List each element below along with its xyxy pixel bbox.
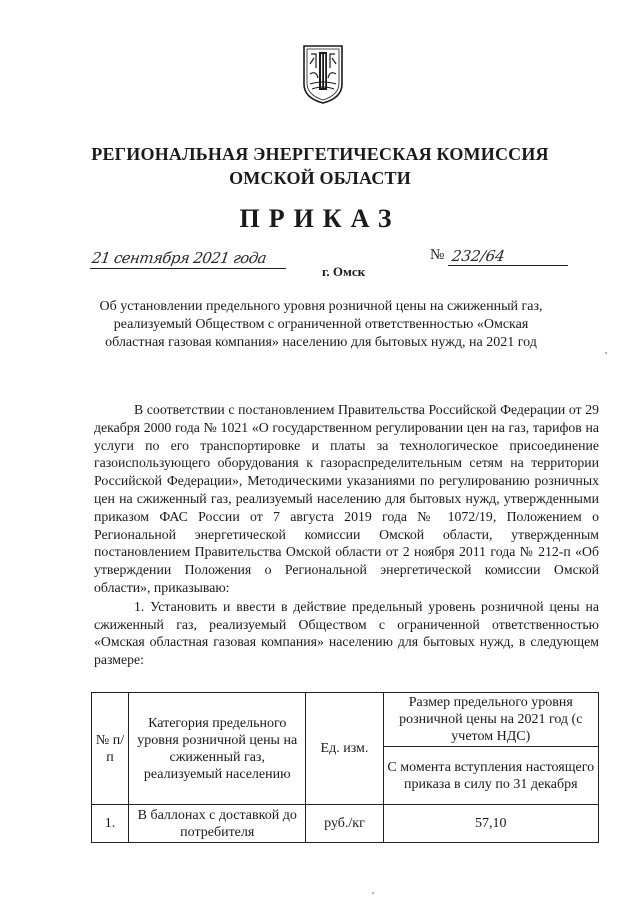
price-table — [91, 692, 599, 843]
header-number: № п/п — [92, 693, 129, 805]
number-underline — [448, 265, 568, 266]
order-subject: Об установлении предельного уровня розничной цены на сжиженный газ, реализуемый Обществом с ограниченной ответственностью «Омская областная газовая компания» населению для бытовых нужд, на 2021 год — [99, 299, 543, 350]
handwritten-number: 232/64 — [450, 247, 507, 265]
date-underline — [90, 268, 286, 269]
row-category: В баллонах с доставкой до потребителя — [129, 805, 306, 843]
scan-speck — [372, 892, 374, 894]
handwritten-date: 21 сентября 2021 года — [90, 249, 268, 267]
table-header-row — [92, 693, 599, 747]
number-sign: № — [430, 247, 445, 263]
row-unit: руб./кг — [306, 805, 383, 843]
organization-name: РЕГИОНАЛЬНАЯ ЭНЕРГЕТИЧЕСКАЯ КОМИССИЯ — [91, 144, 549, 164]
row-price: 57,10 — [383, 805, 598, 843]
table-row — [92, 805, 599, 843]
row-number: 1. — [92, 805, 129, 843]
city-label: г. Омск — [322, 264, 366, 279]
clause-1-paragraph: 1. Установить и ввести в действие предельный уровень розничной цены на сжиженный газ, реализуемый Обществом с ограниченной ответственностью «Омская областная газовая компания» населению для бытовых нужд, в следующем размере: — [94, 598, 599, 668]
coat-of-arms-icon — [302, 44, 344, 104]
header-period: С момента вступления настоящего приказа в силу по 31 декабря — [383, 747, 598, 805]
document-type-title: ПРИКАЗ — [239, 204, 401, 233]
order-body — [94, 401, 599, 669]
header-price: Размер предельного уровня розничной цены на 2021 год (с учетом НДС) — [383, 693, 598, 747]
preamble-paragraph: В соответствии с постановлением Правительства Российской Федерации от 29 декабря 2000 года № 1021 «О государственном регулировании цен на газ, тарифов на услуги по его транспортировке и платы за технологическое присоединение газоиспользующего оборудования к газораспределительным сетям на территории Российской Федерации», Методическими указаниями по регулированию розничных цен на сжиженный газ, реализуемый населению для бытовых нужд, утвержденными приказом ФАС России от 7 августа 2019 года № 1072/19, Положением о Региональной энергетической комиссии Омской области, утвержденным постановлением Правительства Омской области от 2 ноября 2011 года № 212-п «Об утверждении Положения о Региональной энергетической комиссии Омской области», приказываю: — [94, 402, 599, 595]
header-category: Категория предельного уровня розничной цены на сжиженный газ, реализуемый населению — [129, 693, 306, 805]
header-unit: Ед. изм. — [306, 693, 383, 805]
organization-region: ОМСКОЙ ОБЛАСТИ — [229, 168, 411, 188]
scan-speck — [605, 352, 607, 354]
